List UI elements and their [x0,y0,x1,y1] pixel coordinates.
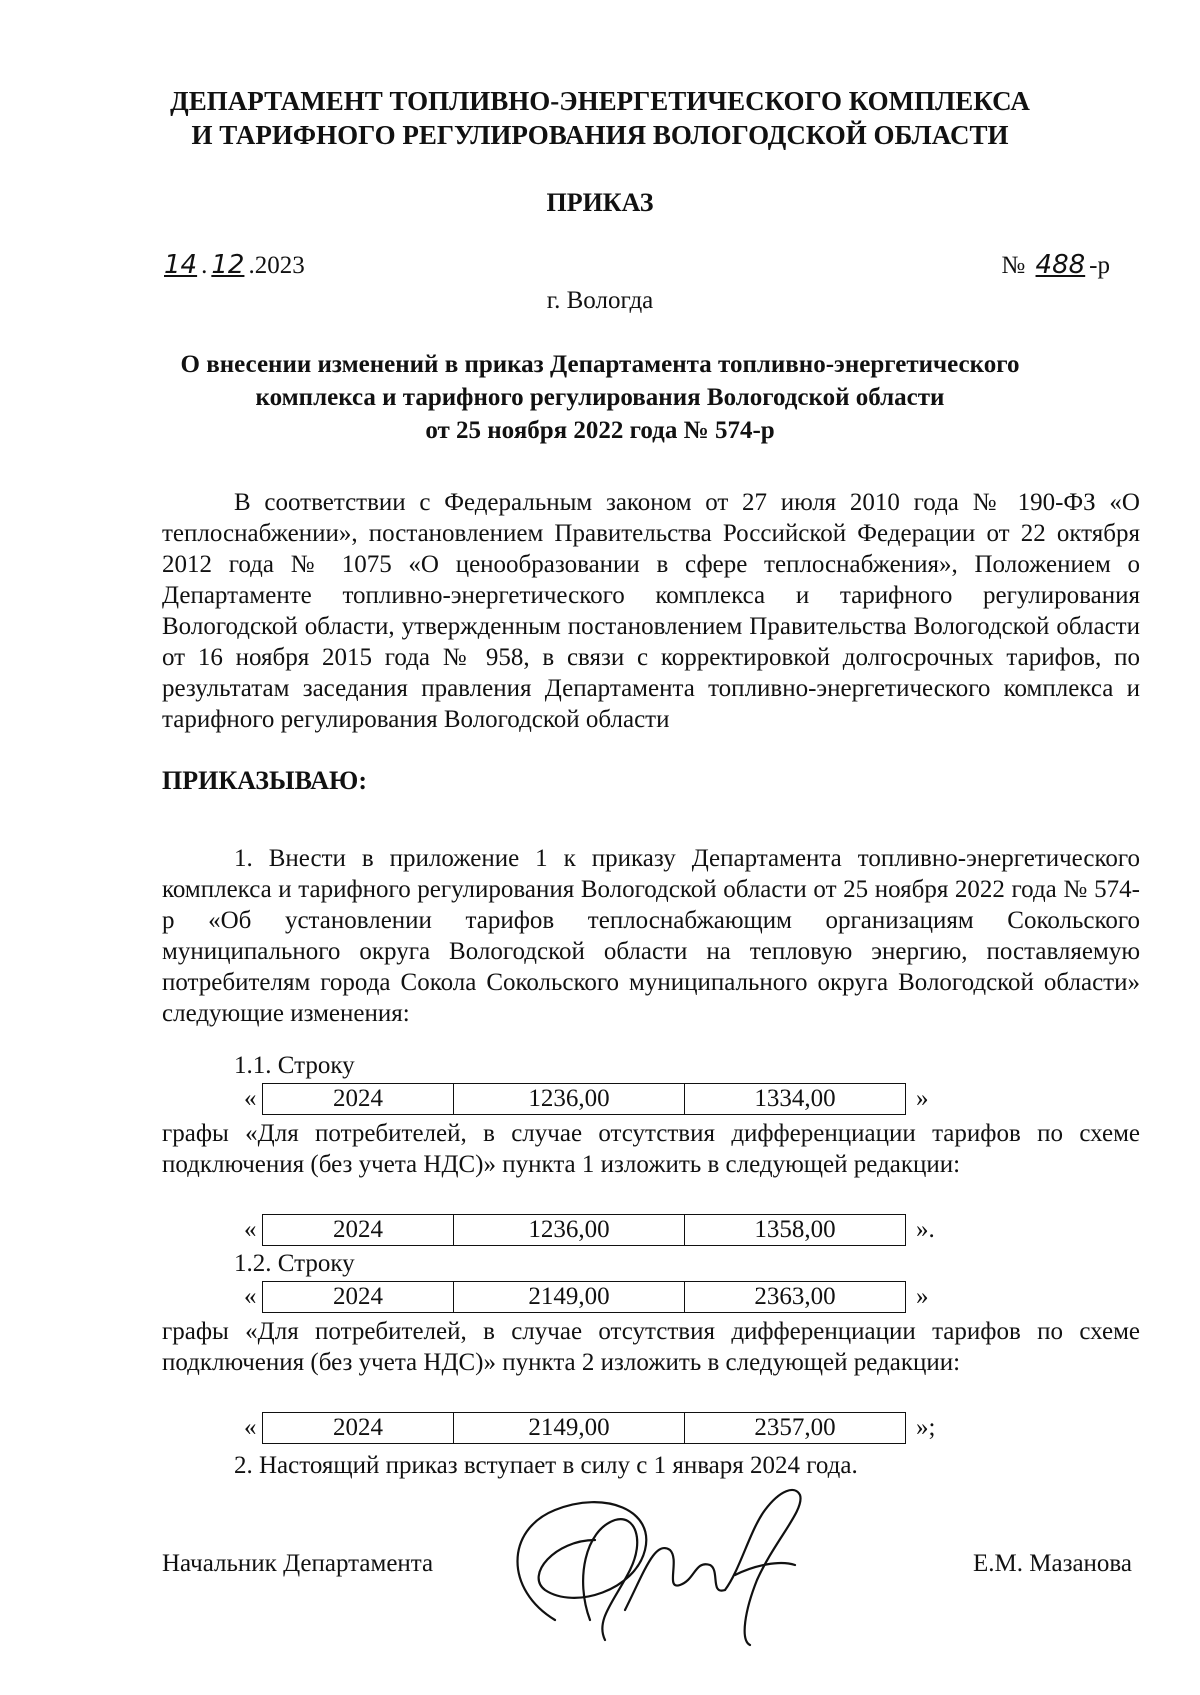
preamble-paragraph: В соответствии с Федеральным законом от 27 июля 2010 года № 190-ФЗ «О теплоснабжении», постановлением Правительства Российской Федерации от 22 октября 2012 года № 1075 «О ценообразовании в сфере теплоснабжения», Положением о Департаменте топливно-энергетического комплекса и тарифного регулирования Вологодской области, утвержденным постановлением Правительства Вологодской области от 16 ноября 2015 года № 958, в связи с корректировкой долгосрочных тарифов, по результатам заседания правления Департамента топливно-энергетического комплекса и тарифного регулирования Вологодской области [162,489,1140,733]
table-row-1-2-old [244,1280,929,1313]
subitem-1-2-label: 1.2. Строку [234,1250,355,1277]
number-suffix: -р [1089,252,1110,279]
cell-value-1: 2149,00 [454,1282,685,1312]
table-row-1-2-new [244,1411,935,1444]
department-line-1: ДЕПАРТАМЕНТ ТОПЛИВНО-ЭНЕРГЕТИЧЕСКОГО КОМПЛЕКСА [170,86,1030,116]
tariff-cells [262,1412,906,1444]
quote-open: « [244,1215,257,1243]
cell-year: 2024 [263,1215,454,1245]
document-subject [0,348,1200,447]
date-month: 12 [211,250,245,280]
table-row-1-1-new [244,1213,935,1246]
tariff-cells [262,1281,906,1313]
tariff-cells [262,1214,906,1246]
signatory-position: Начальник Департамента [162,1550,434,1577]
department-header [0,84,1200,152]
cell-value-2: 2363,00 [754,1282,836,1310]
cell-year: 2024 [263,1282,454,1312]
quote-open: « [244,1282,257,1310]
item-2-paragraph: 2. Настоящий приказ вступает в силу с 1 января 2024 года. [234,1452,858,1479]
subitem-1-1-label: 1.1. Строку [234,1052,355,1079]
date-day: 14 [164,250,198,280]
department-line-2: И ТАРИФНОГО РЕГУЛИРОВАНИЯ ВОЛОГОДСКОЙ ОБЛАСТИ [191,120,1009,150]
quote-close: » [916,1084,929,1112]
date-year: .2023 [248,252,305,279]
tariff-cells [262,1083,906,1115]
subitem-1-1-text: графы «Для потребителей, в случае отсутствия дифференциации тарифов по схеме подключения (без учета НДС)» пункта 1 изложить в следующей редакции: [162,1120,1140,1178]
cell-value-2: 1334,00 [754,1084,836,1112]
subject-line-3: от 25 ноября 2022 года № 574-р [425,417,775,444]
number-prefix: № [1001,252,1026,279]
document-city: г. Вологда [546,287,654,314]
quote-open: « [244,1413,257,1441]
cell-value-1: 1236,00 [454,1215,685,1245]
handwritten-signature [495,1470,855,1660]
cell-year: 2024 [263,1413,454,1443]
cell-value-2: 2357,00 [754,1413,836,1441]
quote-close: »; [916,1413,936,1441]
cell-value-1: 2149,00 [454,1413,685,1443]
quote-close: ». [916,1215,935,1243]
table-row-1-1-old [244,1082,929,1115]
signatory-name: Е.М. Мазанова [973,1550,1132,1577]
decree-word: ПРИКАЗЫВАЮ: [162,766,367,795]
quote-close: » [916,1282,929,1310]
document-type: ПРИКАЗ [546,188,654,217]
number-value: 488 [1035,250,1086,280]
subject-line-1: О внесении изменений в приказ Департамента топливно-энергетического [180,351,1020,378]
cell-value-2: 1358,00 [754,1215,836,1243]
document-number [1001,250,1110,280]
subject-line-2: комплекса и тарифного регулирования Вологодской области [255,384,945,411]
quote-open: « [244,1084,257,1112]
cell-year: 2024 [263,1084,454,1114]
subitem-1-2-text: графы «Для потребителей, в случае отсутствия дифференциации тарифов по схеме подключения (без учета НДС)» пункта 2 изложить в следующей редакции: [162,1318,1140,1376]
item-1-paragraph: 1. Внести в приложение 1 к приказу Департамента топливно-энергетического комплекса и тарифного регулирования Вологодской области от 25 ноября 2022 года № 574-р «Об установлении тарифов теплоснабжающим организациям Сокольского муниципального округа Вологодской области на тепловую энергию, поставляемую потребителям города Сокола Сокольского муниципального округа Вологодской области» следующие изменения: [162,845,1140,1027]
cell-value-1: 1236,00 [454,1084,685,1114]
document-date: 14 . 12 .2023 [160,250,305,280]
